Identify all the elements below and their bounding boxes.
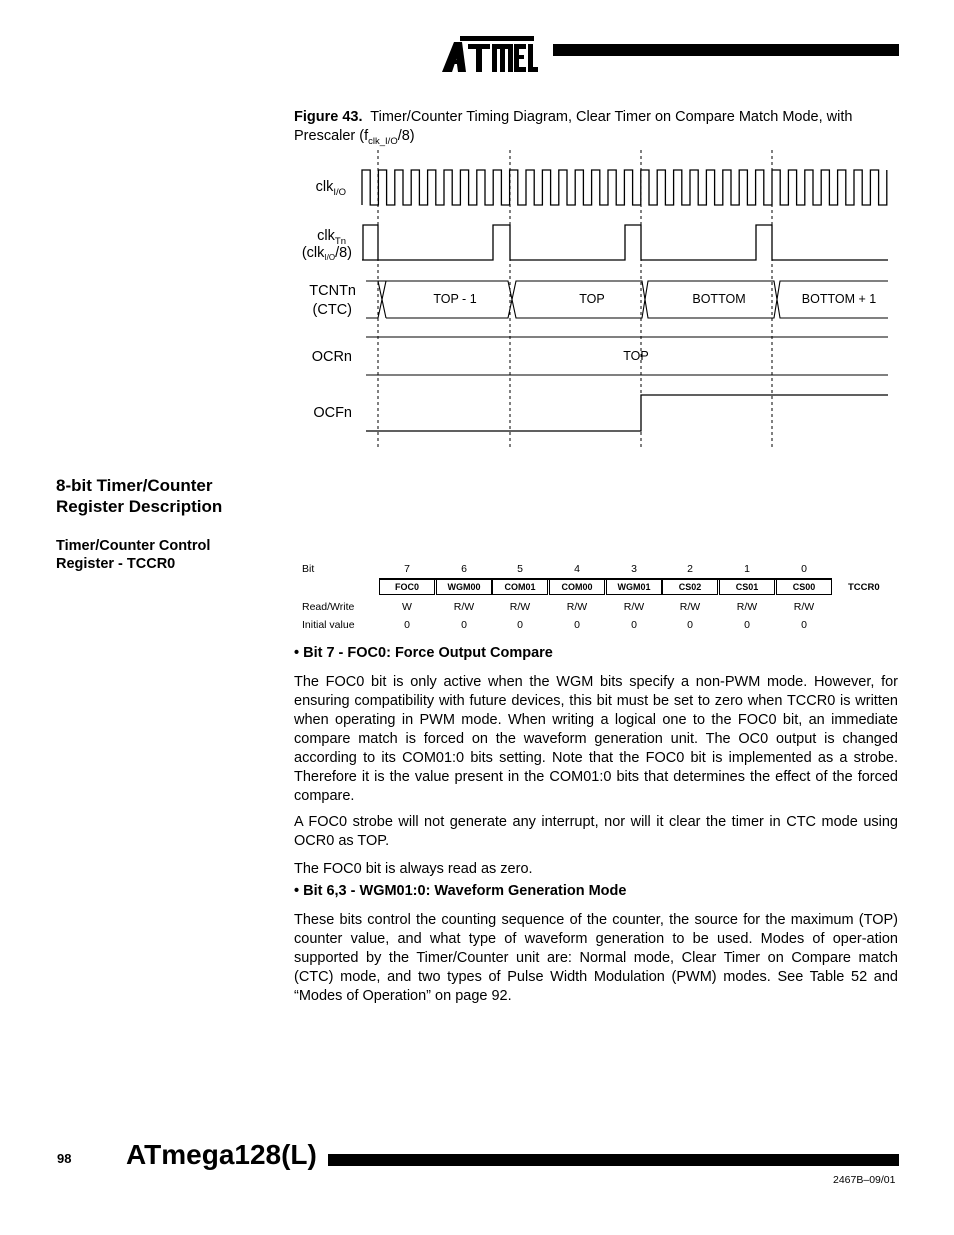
atmel-logo	[438, 28, 540, 76]
clkio-waveform	[362, 170, 887, 205]
bit-number: 4	[574, 563, 580, 575]
header-rule	[553, 44, 899, 56]
label-clktn-note: (clk$_{I/O}$/8)	[301, 245, 352, 262]
subsection-heading	[56, 537, 276, 573]
init-cell: 0	[687, 619, 693, 631]
bullet-wgm: • Bit 6,3 - WGM01:0: Waveform Generation Mode	[294, 883, 627, 899]
bit-name-cell: COM00	[549, 579, 605, 595]
rw-cell: R/W	[509, 601, 531, 613]
bit-number: 7	[404, 563, 410, 575]
bit-number: 1	[744, 563, 750, 575]
tcnt-value-1: TOP	[579, 292, 605, 306]
subsection-heading-line1: Timer/Counter Control	[56, 538, 211, 554]
bit-row-label: Bit	[302, 563, 315, 575]
label-clkio: clk$_{I/O}$	[315, 179, 346, 198]
bit-number: 2	[687, 563, 693, 575]
label-tcnt: TCNTn	[309, 283, 356, 299]
rw-cell: W	[402, 601, 412, 613]
bit-number: 0	[801, 563, 807, 575]
init-row-label: Initial value	[302, 619, 355, 631]
figure-label: Figure 43.	[294, 109, 363, 125]
figure-caption-end: /8)	[397, 128, 415, 144]
section-heading-line1: 8-bit Timer/Counter	[56, 476, 213, 495]
subsection-heading-line2: Register - TCCR0	[56, 556, 176, 572]
init-cell: 0	[744, 619, 750, 631]
figure-caption-text: Timer/Counter Timing Diagram, Clear Timer on Compare Match Mode, with Prescaler (f	[294, 109, 853, 144]
ocr-value: TOP	[623, 349, 649, 363]
init-cell: 0	[574, 619, 580, 631]
rw-cell: R/W	[623, 601, 645, 613]
paragraph-foc0-read: The FOC0 bit is always read as zero.	[294, 861, 533, 877]
register-table	[302, 560, 892, 635]
init-cell: 0	[517, 619, 523, 631]
tcnt-value-0: TOP - 1	[433, 292, 477, 306]
init-cell: 0	[404, 619, 410, 631]
footer-rule	[328, 1154, 899, 1166]
register-top-rule	[379, 578, 832, 580]
init-cell: 0	[461, 619, 467, 631]
paragraph-wgm: These bits control the counting sequence of the counter, the source for the maximum (TOP) counter value, and what type of waveform generation to be used. Modes of oper-ation supported by the Timer/Counter unit are: Normal mode, Clear Timer on Compare match (CTC) mode, and two types of Pulse Width Modulation (PWM) modes. See Table 52 and “Modes of Operation” on page 92.	[294, 912, 898, 1004]
rw-row-label: Read/Write	[302, 601, 355, 613]
bit-number: 3	[631, 563, 637, 575]
section-heading-line2: Register Description	[56, 497, 223, 516]
rw-cell: R/W	[736, 601, 758, 613]
section-heading	[56, 475, 276, 517]
tcnt-value-3: BOTTOM + 1	[801, 292, 877, 306]
bit-number: 6	[461, 563, 467, 575]
bit-number: 5	[517, 563, 523, 575]
bullet-foc0: • Bit 7 - FOC0: Force Output Compare	[294, 645, 553, 661]
register-name: TCCR0	[848, 582, 880, 593]
ocf-waveform	[366, 395, 888, 431]
bit-name-cell: FOC0	[379, 579, 435, 595]
paragraph-foc0-strobe: A FOC0 strobe will not generate any interrupt, nor will it clear the timer in CTC mode using OCR0 as TOP.	[294, 814, 898, 849]
rw-cell: R/W	[566, 601, 588, 613]
label-ocr: OCRn	[311, 349, 352, 365]
label-ctc: (CTC)	[312, 302, 352, 318]
label-clktn: clk$_{Tn}$	[317, 228, 346, 247]
clktn-waveform	[362, 225, 888, 260]
document-code: 2467B–09/01	[833, 1174, 896, 1186]
rw-cell: R/W	[793, 601, 815, 613]
page-number: 98	[57, 1151, 72, 1166]
bit-name-cell: CS01	[719, 579, 775, 595]
init-cell: 0	[631, 619, 637, 631]
bit-name-cell: CS00	[776, 579, 832, 595]
bit-name-cell: CS02	[662, 579, 718, 595]
label-ocf: OCFn	[313, 405, 352, 421]
bit-name-cell: COM01	[492, 579, 548, 595]
tcnt-value-2: BOTTOM	[692, 292, 746, 306]
rw-cell: R/W	[453, 601, 475, 613]
timing-diagram	[290, 145, 900, 455]
figure-caption-subscript: clk_I/O	[368, 135, 398, 147]
document-title: ATmega128(L)	[126, 1139, 317, 1170]
bit-name-cell: WGM01	[606, 579, 662, 595]
rw-cell: R/W	[679, 601, 701, 613]
init-cell: 0	[801, 619, 807, 631]
bit-name-cell: WGM00	[436, 579, 492, 595]
paragraph-foc0: The FOC0 bit is only active when the WGM bits specify a non-PWM mode. However, for ensuring compatibility with future devices, this bit must be set to zero when TCCR0 is written when operating in PWM mode. When writing a logical one to the FOC0 bit, an immediate compare match is forced on the waveform generation unit. The OC0 output is changed according to its COM01:0 bits setting. Note that the FOC0 bit is implemented as a strobe. Therefore it is the value present in the COM01:0 bits that determines the effect of the forced compare.	[294, 674, 898, 804]
